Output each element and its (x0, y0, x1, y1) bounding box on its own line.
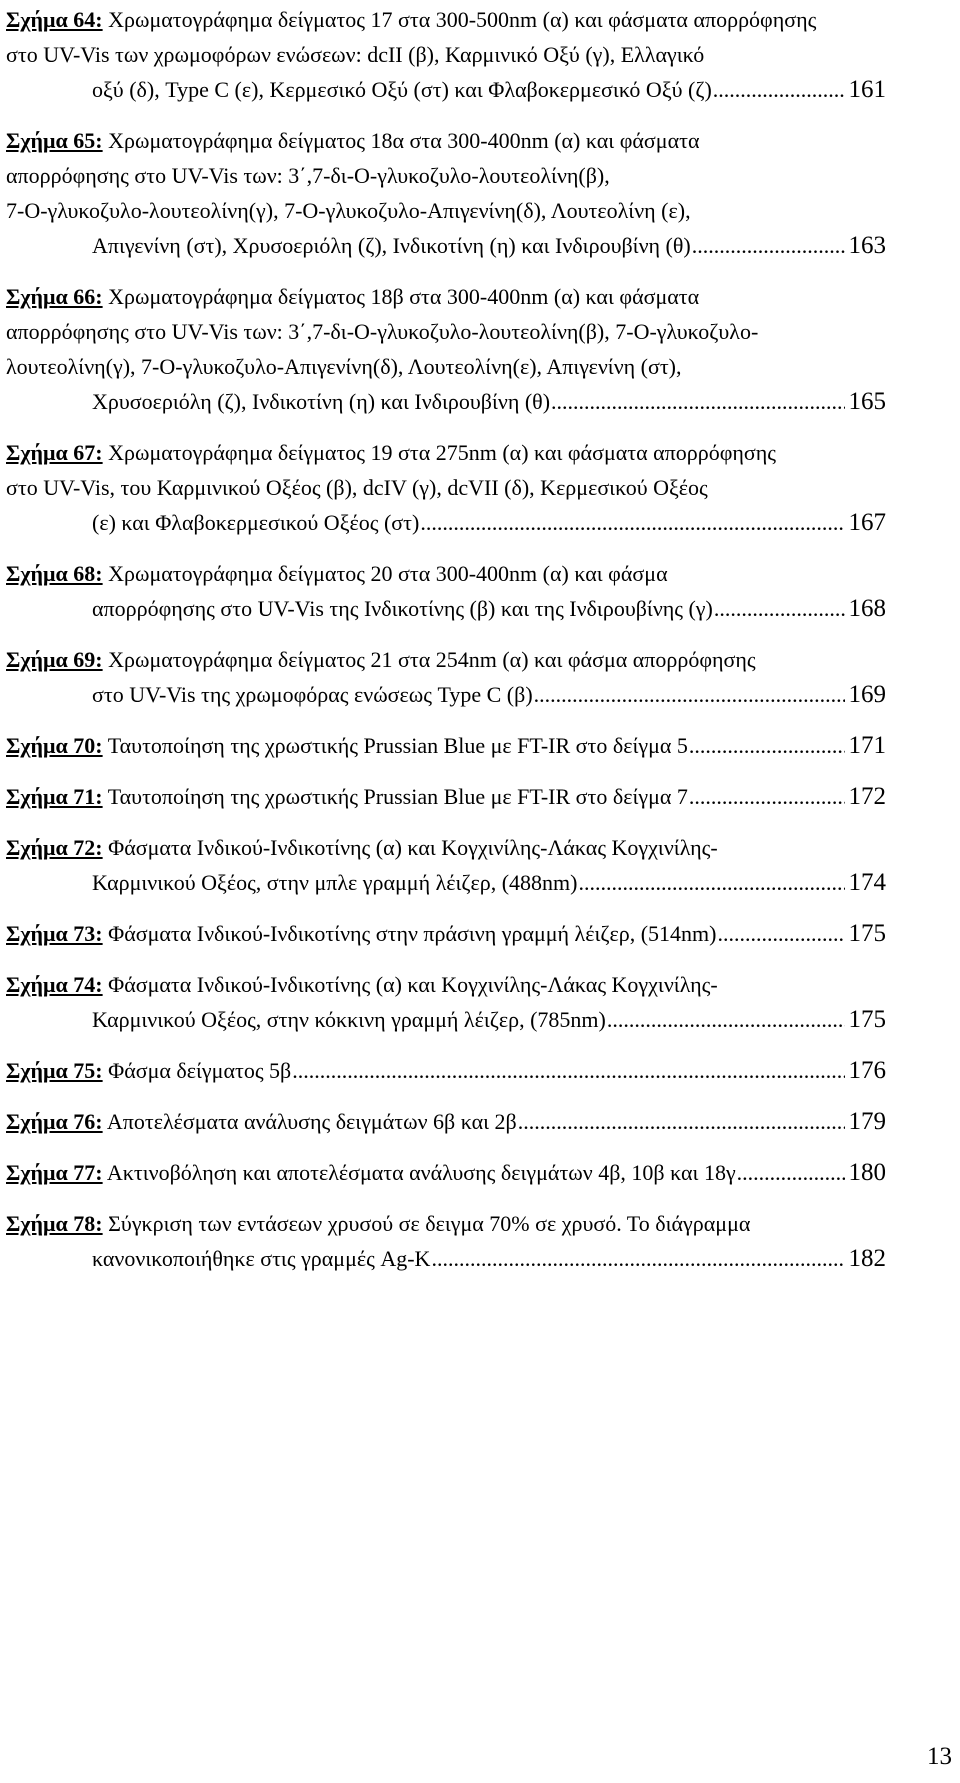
figure-caption-text: 7-Ο-γλυκοζυλο-λουτεολίνη(γ), 7-Ο-γλυκοζυλο-Απιγενίνη(δ), Λουτεολίνη (ε), (6, 198, 691, 223)
figure-label: Σχήμα 74: (6, 972, 103, 997)
figure-caption-text (92, 228, 691, 263)
toc-entry-line (6, 435, 886, 470)
list-of-figures (6, 2, 886, 1292)
dot-leader (689, 728, 845, 763)
toc-entry-last-line (92, 1002, 886, 1037)
dot-leader (420, 505, 844, 540)
toc-entry-line (6, 556, 886, 591)
figure-caption-text: Χρωματογράφημα δείγματος 18α στα 300-400nm (α) και φάσματα (108, 128, 700, 153)
figure-label: Σχήμα 70: (6, 733, 103, 758)
dot-leader (534, 677, 845, 712)
toc-entry[interactable] (6, 1155, 886, 1190)
figure-caption-text (92, 505, 419, 540)
page-ref: 161 (848, 76, 886, 103)
toc-entry-line (6, 193, 886, 228)
figure-caption-text (92, 384, 550, 419)
figure-caption-text (92, 591, 713, 626)
dot-leader (692, 228, 845, 263)
toc-entry[interactable] (6, 830, 886, 900)
toc-entry-last-line (92, 1241, 886, 1276)
page-ref: 175 (848, 1006, 886, 1033)
figure-caption-last-text: Φάσμα δείγματος 5β (108, 1058, 292, 1083)
toc-entry[interactable] (6, 916, 886, 951)
dot-leader (717, 916, 844, 951)
figure-caption-text (6, 916, 716, 951)
figure-label: Σχήμα 67: (6, 440, 103, 465)
toc-entry-last-line (92, 591, 886, 626)
figure-caption-text (92, 72, 712, 107)
toc-entry-last-line (6, 1155, 886, 1190)
figure-caption-text: απορρόφησης στο UV-Vis των: 3΄,7-δι-Ο-γλυκοζυλο-λουτεολίνη(β), (6, 163, 610, 188)
toc-entry-last-line (92, 384, 886, 419)
dot-leader (518, 1104, 845, 1139)
figure-label: Σχήμα 68: (6, 561, 103, 586)
figure-caption-text: απορρόφησης στο UV-Vis των: 3΄,7-δι-Ο-γλυκοζυλο-λουτεολίνη(β), 7-Ο-γλυκοζυλο- (6, 319, 759, 344)
toc-entry-line (6, 830, 886, 865)
figure-caption-text: Χρωματογράφημα δείγματος 17 στα 300-500nm (α) και φάσματα απορρόφησης (108, 7, 817, 32)
figure-caption-text: Χρωματογράφημα δείγματος 19 στα 275nm (α) και φάσματα απορρόφησης (108, 440, 776, 465)
figure-caption-text (6, 779, 688, 814)
toc-entry[interactable] (6, 123, 886, 263)
page-ref: 163 (848, 232, 886, 259)
figure-caption-text: Φάσματα Ινδικού-Ινδικοτίνης (α) και Κογχινίλης-Λάκας Κογχινίλης- (108, 835, 718, 860)
toc-entry-line (6, 642, 886, 677)
figure-label: Σχήμα 72: (6, 835, 103, 860)
toc-entry-line (6, 967, 886, 1002)
figure-caption-text (92, 865, 578, 900)
toc-entry[interactable] (6, 728, 886, 763)
toc-entry-line (6, 470, 886, 505)
toc-entry-last-line (6, 1053, 886, 1088)
figure-label: Σχήμα 73: (6, 921, 103, 946)
toc-entry-last-line (6, 779, 886, 814)
figure-caption-text (6, 1104, 517, 1139)
figure-label: Σχήμα 71: (6, 784, 103, 809)
figure-caption-text: Χρωματογράφημα δείγματος 18β στα 300-400nm (α) και φάσματα (108, 284, 700, 309)
figure-caption-last-text: Ταυτοποίηση της χρωστικής Prussian Blue με FT-IR στο δείγμα 5 (107, 733, 688, 758)
toc-entry[interactable] (6, 1053, 886, 1088)
figure-label: Σχήμα 75: (6, 1058, 103, 1083)
figure-caption-text (92, 1241, 430, 1276)
figure-label: Σχήμα 76: (6, 1109, 103, 1134)
page-ref: 176 (848, 1057, 886, 1084)
toc-entry[interactable] (6, 2, 886, 107)
toc-entry-last-line (92, 505, 886, 540)
figure-label: Σχήμα 77: (6, 1160, 103, 1185)
toc-entry-line (6, 349, 886, 384)
toc-entry-line (6, 279, 886, 314)
toc-entry[interactable] (6, 1206, 886, 1276)
figure-label: Σχήμα 69: (6, 647, 103, 672)
figure-caption-text: λουτεολίνη(γ), 7-Ο-γλυκοζυλο-Απιγενίνη(δ), Λουτεολίνη(ε), Απιγενίνη (στ), (6, 354, 682, 379)
toc-entry-last-line (92, 865, 886, 900)
toc-entry-line (6, 2, 886, 37)
figure-caption-last-text: Απιγενίνη (στ), Χρυσοεριόλη (ζ), Ινδικοτίνη (η) και Ινδιρουβίνη (θ) (92, 233, 691, 258)
dot-leader (714, 591, 845, 626)
toc-entry-last-line (6, 1104, 886, 1139)
toc-entry-last-line (92, 228, 886, 263)
page-ref: 174 (848, 869, 886, 896)
figure-caption-last-text: απορρόφησης στο UV-Vis της Ινδικοτίνης (β) και της Ινδιρουβίνης (γ) (92, 596, 713, 621)
toc-entry-line (6, 123, 886, 158)
figure-caption-text: Χρωματογράφημα δείγματος 21 στα 254nm (α) και φάσμα απορρόφησης (108, 647, 756, 672)
figure-caption-text: Σύγκριση των εντάσεων χρυσού σε δειγμα 70% σε χρυσό. Το διάγραμμα (108, 1211, 751, 1236)
figure-caption-text (6, 1155, 736, 1190)
figure-caption-last-text: στο UV-Vis της χρωμοφόρας ενώσεως Type C (β) (92, 682, 533, 707)
toc-entry-line (6, 158, 886, 193)
figure-caption-text (92, 677, 533, 712)
figure-caption-last-text: Καρμινικού Οξέος, στην μπλε γραμμή λέιζερ, (488nm) (92, 870, 578, 895)
page-ref: 168 (848, 595, 886, 622)
dot-leader (292, 1053, 844, 1088)
toc-entry[interactable] (6, 1104, 886, 1139)
figure-caption-last-text: οξύ (δ), Type C (ε), Κερμεσικό Οξύ (στ) και Φλαβοκερμεσικό Οξύ (ζ) (92, 77, 712, 102)
figure-caption-text (6, 728, 688, 763)
page-ref: 182 (848, 1245, 886, 1272)
page-ref: 180 (848, 1159, 886, 1186)
page-ref: 172 (848, 783, 886, 810)
figure-label: Σχήμα 66: (6, 284, 103, 309)
page-ref: 179 (848, 1108, 886, 1135)
toc-entry-line (6, 1206, 886, 1241)
figure-caption-text (92, 1002, 606, 1037)
figure-caption-last-text: Χρυσοεριόλη (ζ), Ινδικοτίνη (η) και Ινδιρουβίνη (θ) (92, 389, 551, 414)
figure-caption-last-text: (ε) και Φλαβοκερμεσικού Οξέος (στ) (92, 510, 420, 535)
figure-caption-last-text: Ακτινοβόληση και αποτελέσματα ανάλυσης δειγμάτων 4β, 10β και 18γ (106, 1160, 736, 1185)
dot-leader (607, 1002, 845, 1037)
toc-entry[interactable] (6, 279, 886, 419)
dot-leader (689, 779, 845, 814)
toc-entry-line (6, 314, 886, 349)
dot-leader (431, 1241, 844, 1276)
toc-entry-line (6, 37, 886, 72)
toc-entry-last-line (92, 677, 886, 712)
figure-caption-text: στο UV-Vis, του Καρμινικού Οξέος (β), dcIV (γ), dcVII (δ), Κερμεσικού Οξέος (6, 475, 708, 500)
page-ref: 169 (848, 681, 886, 708)
toc-entry[interactable] (6, 642, 886, 712)
toc-entry-last-line (6, 916, 886, 951)
toc-entry-last-line (92, 72, 886, 107)
figure-caption-last-text: Αποτελέσματα ανάλυσης δειγμάτων 6β και 2β (106, 1109, 517, 1134)
figure-caption-last-text: κανονικοποιήθηκε στις γραμμές Ag-K (92, 1246, 431, 1271)
toc-entry[interactable] (6, 556, 886, 626)
page-ref: 165 (848, 388, 886, 415)
page-ref: 171 (848, 732, 886, 759)
toc-entry[interactable] (6, 435, 886, 540)
figure-caption-last-text: Φάσματα Ινδικού-Ινδικοτίνης στην πράσινη γραμμή λέιζερ, (514nm) (108, 921, 717, 946)
dot-leader (713, 72, 845, 107)
page-ref: 167 (848, 509, 886, 536)
toc-entry[interactable] (6, 967, 886, 1037)
figure-caption-text: Φάσματα Ινδικού-Ινδικοτίνης (α) και Κογχινίλης-Λάκας Κογχινίλης- (108, 972, 718, 997)
figure-caption-last-text: Καρμινικού Οξέος, στην κόκκινη γραμμή λέιζερ, (785nm) (92, 1007, 606, 1032)
toc-entry-last-line (6, 728, 886, 763)
page-number: 13 (927, 1743, 952, 1770)
page-ref: 175 (848, 920, 886, 947)
figure-label: Σχήμα 64: (6, 7, 103, 32)
figure-label: Σχήμα 65: (6, 128, 103, 153)
figure-caption-text: Χρωματογράφημα δείγματος 20 στα 300-400nm (α) και φάσμα (108, 561, 668, 586)
toc-entry[interactable] (6, 779, 886, 814)
figure-label: Σχήμα 78: (6, 1211, 103, 1236)
dot-leader (737, 1155, 845, 1190)
dot-leader (551, 384, 844, 419)
figure-caption-last-text: Ταυτοποίηση της χρωστικής Prussian Blue με FT-IR στο δείγμα 7 (107, 784, 688, 809)
figure-caption-text (6, 1053, 291, 1088)
figure-caption-text: στο UV-Vis των χρωμοφόρων ενώσεων: dcII (β), Καρμινικό Οξύ (γ), Ελλαγικό (6, 42, 705, 67)
dot-leader (579, 865, 845, 900)
